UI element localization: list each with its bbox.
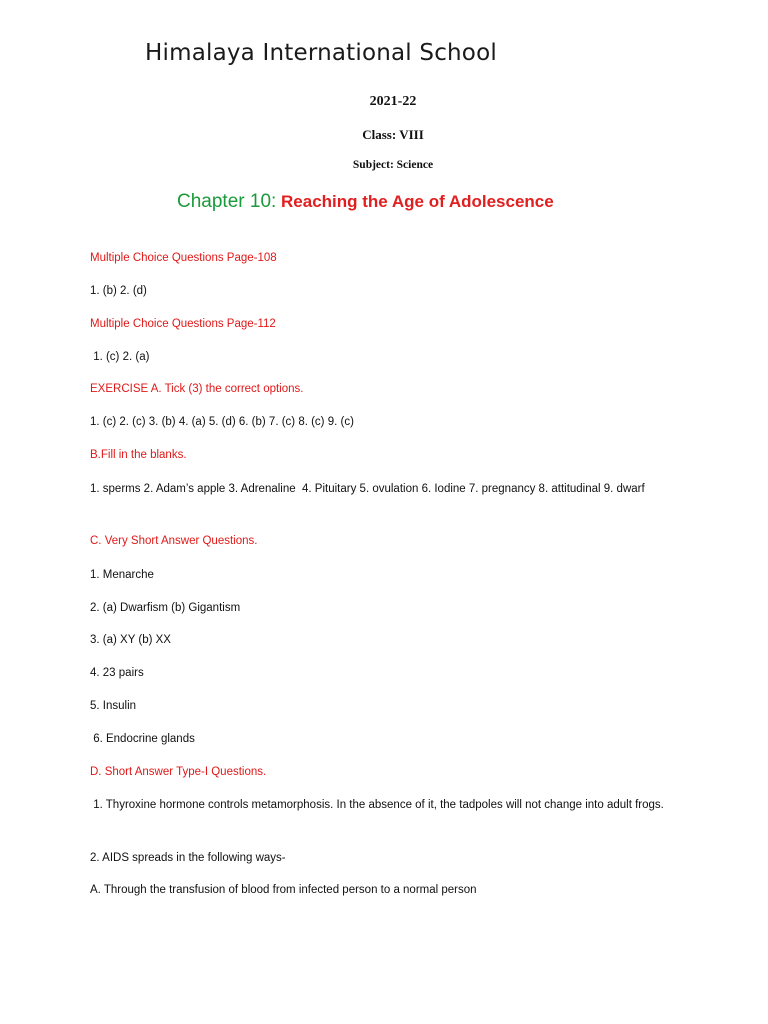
section-heading-very-short: C. Very Short Answer Questions.: [90, 535, 258, 547]
answer-line: 4. 23 pairs: [90, 667, 144, 679]
answer-line: 2. AIDS spreads in the following ways-: [90, 852, 286, 864]
answer-line: 1. (c) 2. (a): [90, 351, 150, 363]
section-heading-mcq-112: Multiple Choice Questions Page-112: [90, 318, 276, 330]
academic-year: 2021-22: [369, 94, 417, 109]
subject-label: Subject: Science: [352, 159, 434, 171]
answer-line: 2. (a) Dwarfism (b) Gigantism: [90, 602, 241, 614]
answer-line: 1. (c) 2. (c) 3. (b) 4. (a) 5. (d) 6. (b) 7. (c) 8. (c) 9. (c): [90, 416, 354, 428]
section-heading-fill-blanks: B.Fill in the blanks.: [90, 449, 187, 461]
answer-paragraph: 1. Thyroxine hormone controls metamorphosis. In the absence of it, the tadpoles will not change into adult frogs.: [90, 799, 664, 811]
section-heading-short-type-1: D. Short Answer Type-I Questions.: [90, 766, 267, 778]
chapter-heading: [177, 191, 554, 213]
answer-line: 6. Endocrine glands: [90, 733, 195, 745]
answer-paragraph: 1. sperms 2. Adam’s apple 3. Adrenaline 4. Pituitary 5. ovulation 6. Iodine 7. pregnancy 8. attitudinal 9. dwarf: [90, 483, 645, 495]
chapter-title: Reaching the Age of Adolescence: [276, 192, 554, 211]
class-label: Class: VIII: [362, 127, 424, 142]
school-title: Himalaya International School: [145, 40, 497, 66]
section-heading-exercise-a: EXERCISE A. Tick (3) the correct options.: [90, 383, 304, 395]
answer-line: 1. Menarche: [90, 569, 154, 581]
chapter-number: Chapter 10:: [177, 191, 277, 212]
answer-line: 3. (a) XY (b) XX: [90, 634, 171, 646]
section-heading-mcq-108: Multiple Choice Questions Page-108: [90, 252, 277, 264]
answer-line: A. Through the transfusion of blood from infected person to a normal person: [90, 884, 477, 896]
answer-line: 1. (b) 2. (d): [90, 285, 147, 297]
answer-line: 5. Insulin: [90, 700, 137, 712]
